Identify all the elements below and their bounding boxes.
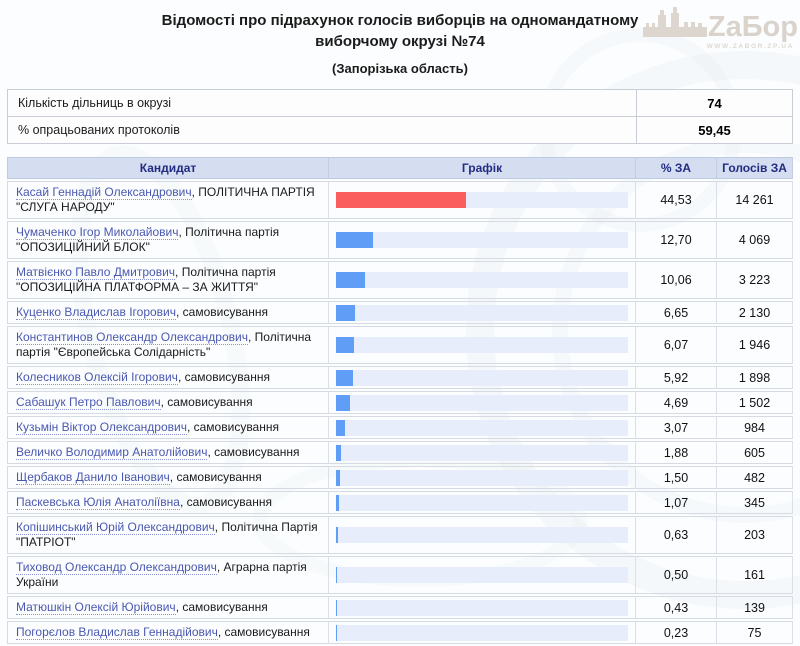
header-candidate: Кандидат — [7, 157, 329, 179]
vote-bar — [336, 272, 365, 288]
table-row — [7, 261, 793, 299]
pct-value: 5,92 — [636, 366, 717, 389]
graph-cell — [329, 366, 636, 389]
pct-value: 0,50 — [636, 556, 717, 594]
candidate-party: , самовисування — [177, 370, 270, 384]
vote-bar — [336, 395, 350, 411]
candidate-link[interactable]: Сабашук Петро Павлович — [16, 395, 161, 409]
votes-value: 1 946 — [717, 326, 793, 364]
bar-track — [336, 600, 628, 616]
votes-value: 203 — [717, 516, 793, 554]
bar-track — [336, 305, 628, 321]
table-row — [7, 326, 793, 364]
page-subtitle: (Запорізька область) — [332, 61, 468, 76]
bar-track — [336, 470, 628, 486]
votes-value: 2 130 — [717, 301, 793, 324]
candidate-link[interactable]: Погорєлов Владислав Геннадійович — [16, 625, 218, 639]
candidate-cell — [7, 261, 329, 299]
candidate-link[interactable]: Величко Володимир Анатолійович — [16, 445, 208, 459]
table-row — [7, 301, 793, 324]
candidate-link[interactable]: Касай Геннадій Олександрович — [16, 185, 192, 199]
candidate-cell — [7, 416, 329, 439]
candidate-party: , самовисування — [186, 420, 279, 434]
vote-bar — [336, 370, 353, 386]
candidate-party: , самовисування — [169, 470, 262, 484]
vote-bar — [336, 600, 337, 616]
candidate-cell — [7, 366, 329, 389]
bar-track — [336, 192, 628, 208]
bar-track — [336, 272, 628, 288]
summary-row — [8, 90, 793, 117]
table-row — [7, 391, 793, 414]
table-row — [7, 416, 793, 439]
candidate-cell — [7, 491, 329, 514]
vote-bar — [336, 470, 340, 486]
candidate-link[interactable]: Матвієнко Павло Дмитрович — [16, 265, 176, 279]
graph-cell — [329, 261, 636, 299]
candidate-cell — [7, 391, 329, 414]
table-row — [7, 441, 793, 464]
results-body — [7, 181, 793, 644]
candidate-party: , самовисування — [179, 495, 272, 509]
vote-bar — [336, 445, 341, 461]
votes-value: 1 898 — [717, 366, 793, 389]
graph-cell — [329, 391, 636, 414]
vote-bar — [336, 495, 339, 511]
pct-value: 6,65 — [636, 301, 717, 324]
votes-value: 345 — [717, 491, 793, 514]
votes-value: 75 — [717, 621, 793, 644]
table-row — [7, 466, 793, 489]
pct-value: 0,63 — [636, 516, 717, 554]
vote-bar — [336, 305, 355, 321]
graph-cell — [329, 596, 636, 619]
candidate-party: , самовисування — [160, 395, 253, 409]
candidate-party: , самовисування — [217, 625, 310, 639]
candidate-link[interactable]: Матюшкін Олексій Юрійович — [16, 600, 176, 614]
votes-value: 1 502 — [717, 391, 793, 414]
graph-cell — [329, 441, 636, 464]
candidate-cell — [7, 596, 329, 619]
bar-track — [336, 567, 628, 583]
vote-bar — [336, 232, 373, 248]
summary-value: 59,45 — [637, 117, 793, 144]
page-title-line2: виборчому окрузі №74 — [315, 33, 485, 50]
votes-value: 161 — [717, 556, 793, 594]
summary-value: 74 — [637, 90, 793, 117]
pct-value: 12,70 — [636, 221, 717, 259]
candidate-link[interactable]: Чумаченко Ігор Миколайович — [16, 225, 179, 239]
pct-value: 6,07 — [636, 326, 717, 364]
table-row — [7, 516, 793, 554]
vote-bar — [336, 192, 466, 208]
bar-track — [336, 337, 628, 353]
vote-bar — [336, 567, 337, 583]
pct-value: 1,07 — [636, 491, 717, 514]
pct-value: 1,50 — [636, 466, 717, 489]
votes-value: 4 069 — [717, 221, 793, 259]
votes-value: 139 — [717, 596, 793, 619]
candidate-link[interactable]: Тиховод Олександр Олександрович — [16, 560, 217, 574]
candidate-party: , ПОЛІТИЧНА ПАРТІЯ "СЛУГА НАРОДУ" — [16, 185, 315, 214]
summary-table — [7, 89, 793, 144]
votes-value: 3 223 — [717, 261, 793, 299]
summary-label: % опрацьованих протоколів — [8, 117, 637, 144]
vote-bar — [336, 420, 345, 436]
candidate-party: , самовисування — [207, 445, 300, 459]
table-row — [7, 366, 793, 389]
graph-cell — [329, 466, 636, 489]
graph-cell — [329, 301, 636, 324]
candidate-party: , самовисування — [176, 305, 269, 319]
candidate-link[interactable]: Копішинський Юрій Олександрович — [16, 520, 215, 534]
table-row — [7, 181, 793, 219]
candidate-cell — [7, 441, 329, 464]
bar-track — [336, 395, 628, 411]
graph-cell — [329, 416, 636, 439]
pct-value: 4,69 — [636, 391, 717, 414]
summary-label: Кількість дільниць в окрузі — [8, 90, 637, 117]
candidate-link[interactable]: Куценко Владислав Ігорович — [16, 305, 176, 319]
candidate-link[interactable]: Колесников Олексій Ігорович — [16, 370, 178, 384]
table-row — [7, 221, 793, 259]
bar-track — [336, 445, 628, 461]
zabor-logo-text: ZаБор — [707, 11, 798, 43]
bar-track — [336, 495, 628, 511]
table-row — [7, 491, 793, 514]
candidate-party: , Політична партія "ОПОЗИЦІЙНИЙ БЛОК" — [16, 225, 280, 254]
pct-value: 3,07 — [636, 416, 717, 439]
candidate-link[interactable]: Константинов Олександр Олександрович — [16, 330, 248, 344]
candidate-cell — [7, 466, 329, 489]
candidate-party: , Політична партія "ОПОЗИЦІЙНА ПЛАТФОРМА – ЗА ЖИТТЯ" — [16, 265, 276, 294]
header-pct: % ЗА — [636, 157, 717, 179]
table-row — [7, 556, 793, 594]
candidate-party: , Політична партія "Європейська Солідарність" — [16, 330, 312, 359]
candidate-cell — [7, 181, 329, 219]
graph-cell — [329, 221, 636, 259]
zabor-logo-url: WWW.ZABOR.ZP.UA — [706, 43, 794, 50]
candidate-link[interactable]: Кузьмін Віктор Олександрович — [16, 420, 187, 434]
candidate-party: , Політична Партія "ПАТРІОТ" — [16, 520, 318, 549]
candidate-cell — [7, 326, 329, 364]
candidate-party: , Аграрна партія України — [16, 560, 307, 589]
pct-value: 0,43 — [636, 596, 717, 619]
table-row — [7, 596, 793, 619]
candidate-link[interactable]: Щербаков Данило Іванович — [16, 470, 170, 484]
bar-track — [336, 527, 628, 543]
candidate-cell — [7, 556, 329, 594]
vote-bar — [336, 527, 338, 543]
summary-row — [8, 117, 793, 144]
pct-value: 10,06 — [636, 261, 717, 299]
graph-cell — [329, 326, 636, 364]
pct-value: 1,88 — [636, 441, 717, 464]
bar-track — [336, 370, 628, 386]
graph-cell — [329, 516, 636, 554]
bar-track — [336, 420, 628, 436]
vote-bar — [336, 337, 354, 353]
header-votes: Голосів ЗА — [717, 157, 793, 179]
results-header-row — [7, 157, 793, 179]
candidate-cell — [7, 221, 329, 259]
candidate-cell — [7, 301, 329, 324]
votes-value: 984 — [717, 416, 793, 439]
bar-track — [336, 232, 628, 248]
page-title-line1: Відомості про підрахунок голосів виборців на одномандатному — [161, 12, 639, 29]
candidate-link[interactable]: Паскевська Юлія Анатоліївна — [16, 495, 180, 509]
graph-cell — [329, 491, 636, 514]
candidate-cell — [7, 516, 329, 554]
votes-value: 482 — [717, 466, 793, 489]
graph-cell — [329, 181, 636, 219]
votes-value: 605 — [717, 441, 793, 464]
results-table — [7, 155, 793, 646]
graph-cell — [329, 556, 636, 594]
page-title — [0, 0, 800, 76]
pct-value: 44,53 — [636, 181, 717, 219]
votes-value: 14 261 — [717, 181, 793, 219]
candidate-party: , самовисування — [175, 600, 268, 614]
pct-value: 0,23 — [636, 621, 717, 644]
header-graph: Графік — [329, 157, 636, 179]
